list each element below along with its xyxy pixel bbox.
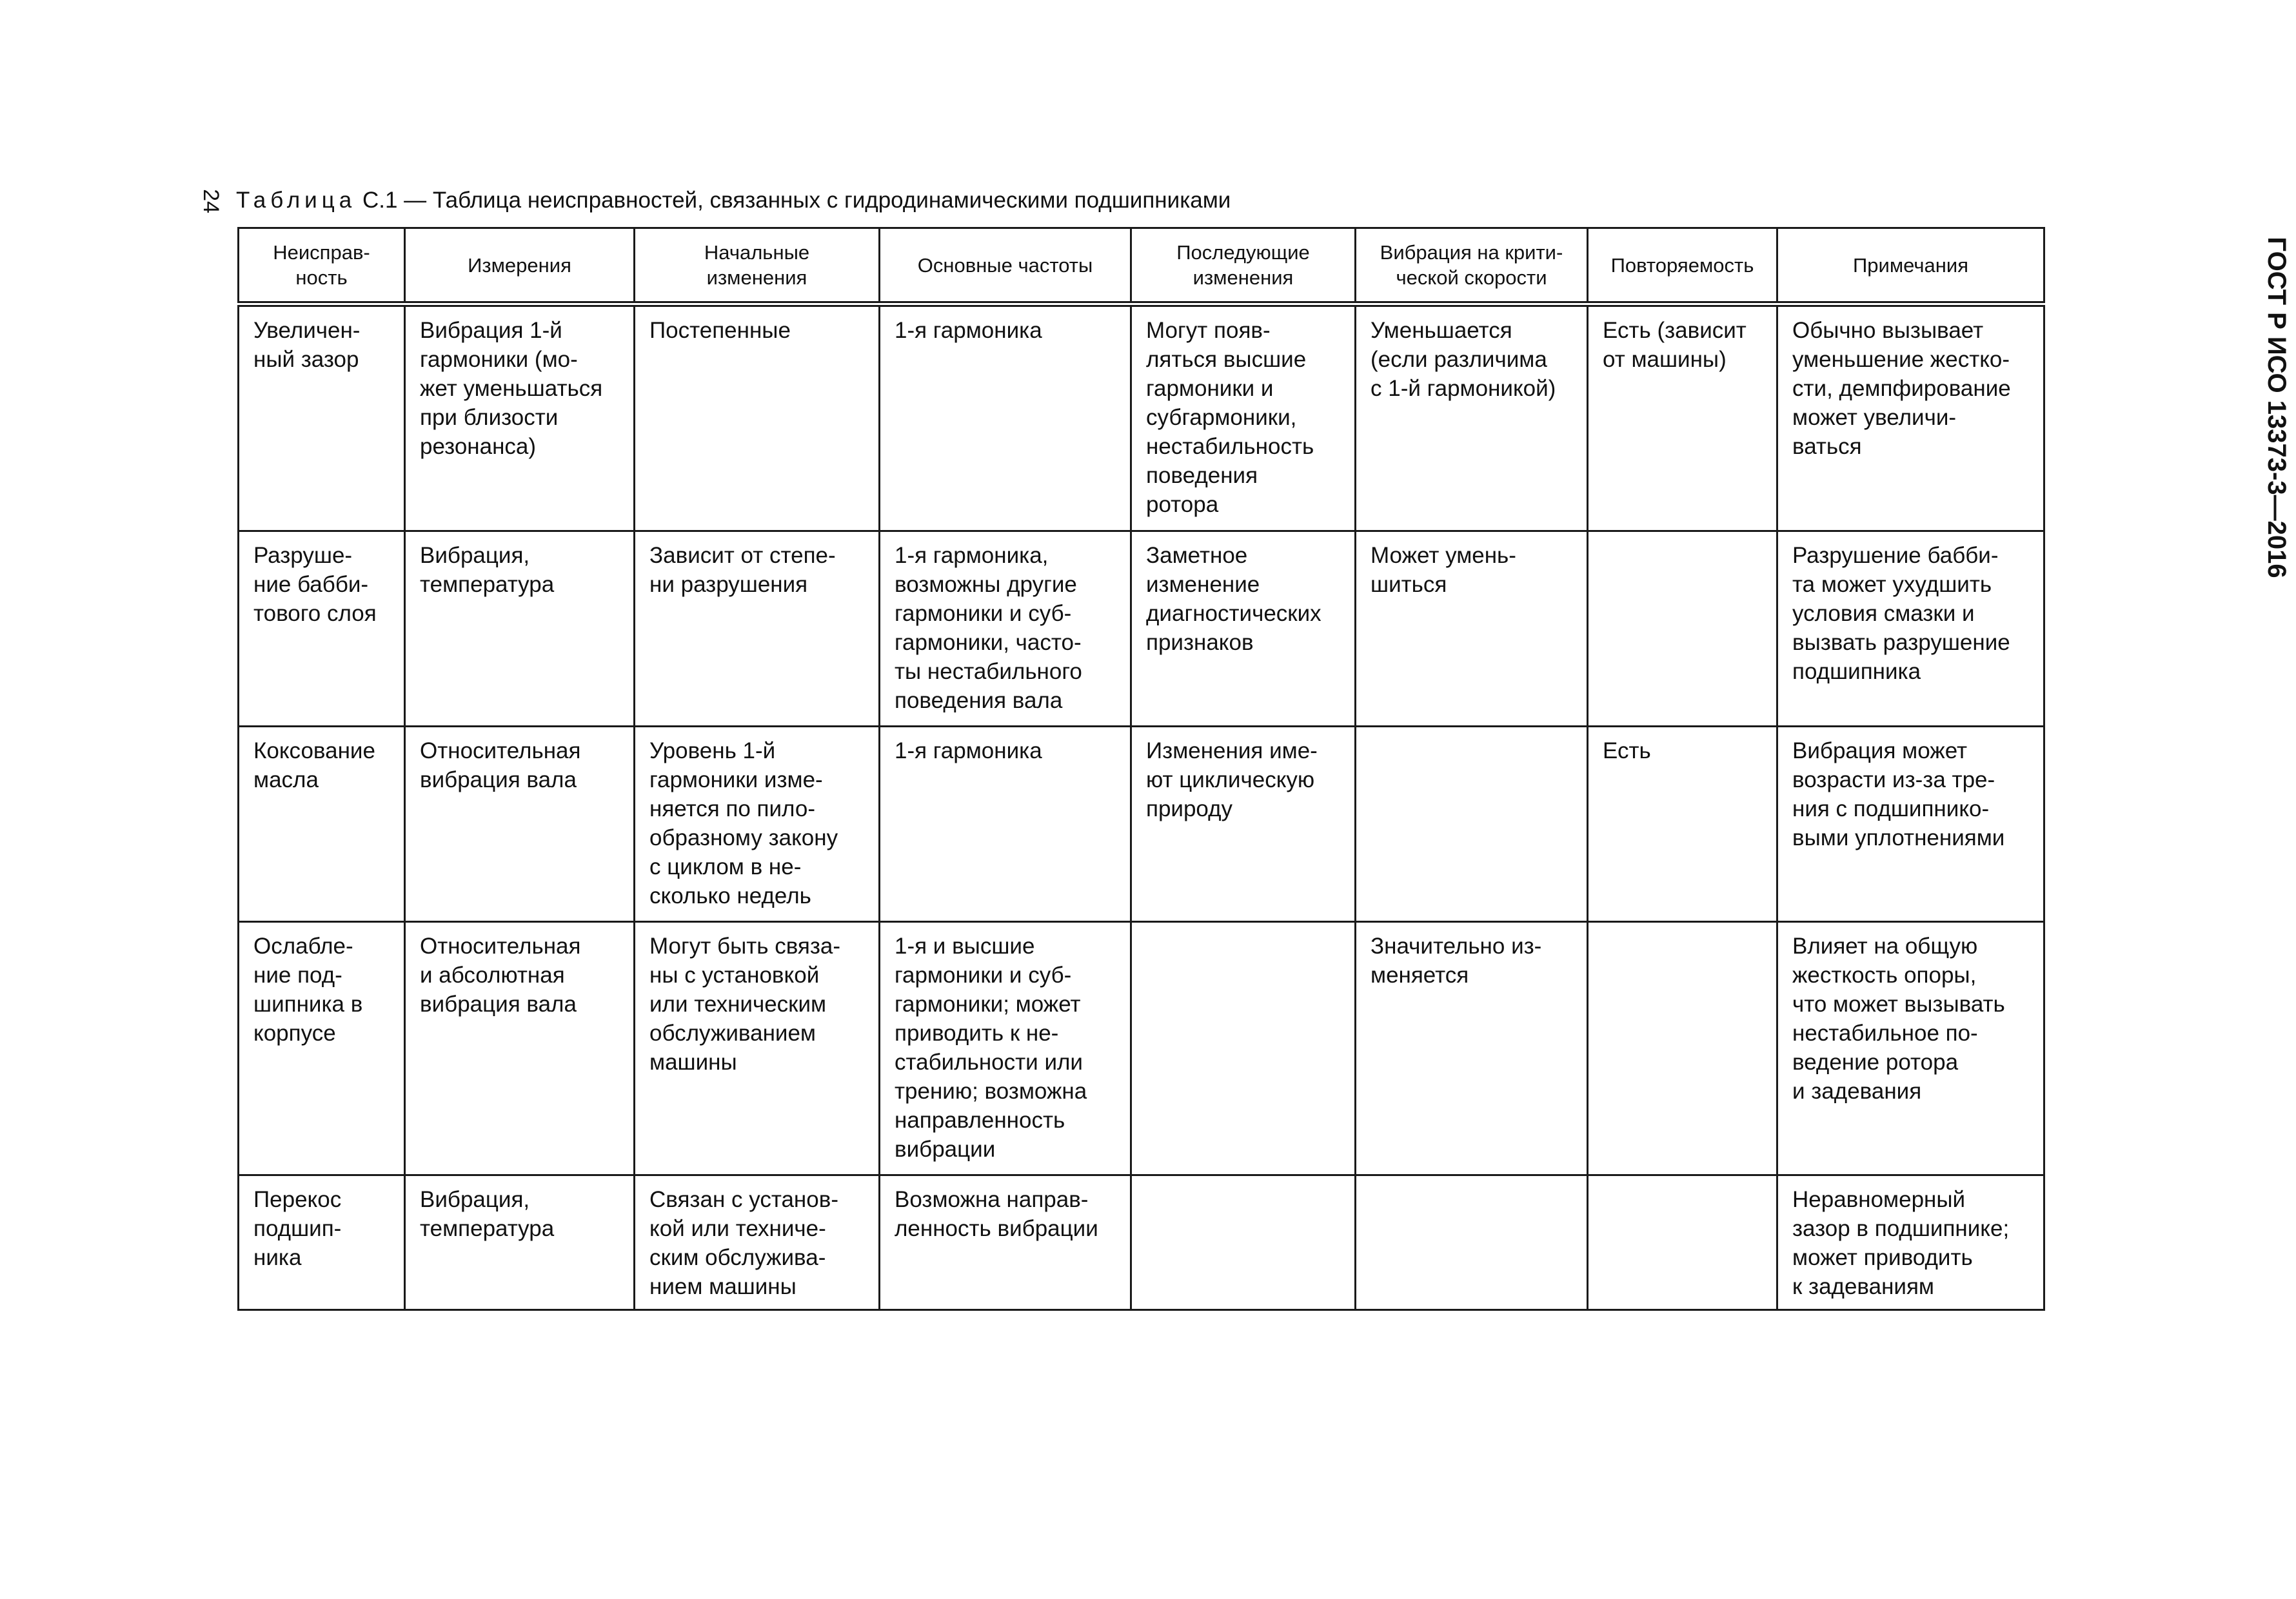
table-cell: Вибрация может возрасти из-за тре- ния с подшипнико- выми уплотнениями [1777, 727, 2044, 922]
page-number: 24 [199, 189, 223, 213]
table-cell: Могут появ- ляться высшие гармоники и субгармоники, нестабильность поведения ротора [1131, 304, 1356, 531]
table-cell: 1-я гармоника [880, 727, 1131, 922]
header-repeatability: Повторяемость [1588, 228, 1777, 304]
table-header-row [239, 228, 2044, 304]
header-subsequent-changes: Последующие изменения [1131, 228, 1356, 304]
table-cell [1131, 1175, 1356, 1310]
header-notes: Примечания [1777, 228, 2044, 304]
table-cell: Уменьшается (если различима с 1-й гармоникой) [1356, 304, 1588, 531]
table-cell: Есть (зависит от машины) [1588, 304, 1777, 531]
header-initial-changes: Начальные изменения [635, 228, 880, 304]
table-cell: Может умень- шиться [1356, 531, 1588, 727]
table-cell: Значительно из- меняется [1356, 922, 1588, 1175]
table-cell [1588, 1175, 1777, 1310]
table-cell: Разрушение бабби- та может ухудшить условия смазки и вызвать разрушение подшипника [1777, 531, 2044, 727]
table-row [239, 1175, 2044, 1310]
table-cell: Вибрация, температура [405, 531, 635, 727]
header-fault: Неисправ- ность [239, 228, 405, 304]
table-cell: Относительная вибрация вала [405, 727, 635, 922]
table-cell: Связан с установ- кой или техниче- ским обслужива- нием машины [635, 1175, 880, 1310]
table-cell: Изменения име- ют циклическую природу [1131, 727, 1356, 922]
table-cell: 1-я и высшие гармоники и суб- гармоники; может приводить к не- стабильности или трению; возможна направленность вибрации [880, 922, 1131, 1175]
table-cell [1588, 531, 1777, 727]
table-cell: Перекос подшип- ника [239, 1175, 405, 1310]
table-cell: Неравномерный зазор в подшипнике; может приводить к задеваниям [1777, 1175, 2044, 1310]
table-cell: Уровень 1-й гармоники изме- няется по пило- образному закону с циклом в не- сколько недель [635, 727, 880, 922]
header-critical-speed-vibration: Вибрация на крити- ческой скорости [1356, 228, 1588, 304]
table-cell: Относительная и абсолютная вибрация вала [405, 922, 635, 1175]
table-cell: Заметное изменение диагностических признаков [1131, 531, 1356, 727]
table-cell: Постепенные [635, 304, 880, 531]
table-cell [1356, 727, 1588, 922]
document-code: ГОСТ Р ИСО 13373-3—2016 [2262, 237, 2291, 578]
table-row [239, 304, 2044, 531]
table-cell: Влияет на общую жесткость опоры, что может вызывать нестабильное по- ведение ротора и задевания [1777, 922, 2044, 1175]
table-row [239, 922, 2044, 1175]
table-caption [236, 184, 1231, 217]
table-row [239, 531, 2044, 727]
table-cell [1131, 922, 1356, 1175]
table-cell: Увеличен- ный зазор [239, 304, 405, 531]
table-cell: 1-я гармоника [880, 304, 1131, 531]
table-cell: Зависит от степе- ни разрушения [635, 531, 880, 727]
table-cell: Возможна направ- ленность вибрации [880, 1175, 1131, 1310]
table-cell: Вибрация, температура [405, 1175, 635, 1310]
table-caption-text: С.1 — Таблица неисправностей, связанных с гидродинамическими подшипниками [356, 188, 1231, 213]
table-cell: Ослабле- ние под- шипника в корпусе [239, 922, 405, 1175]
table-cell: 1-я гармоника, возможны другие гармоники и суб- гармоники, часто- ты нестабильного поведения вала [880, 531, 1131, 727]
table-row [239, 727, 2044, 922]
table-cell: Обычно вызывает уменьшение жестко- сти, демпфирование может увеличи- ваться [1777, 304, 2044, 531]
table-cell: Вибрация 1-й гармоники (мо- жет уменьшаться при близости резонанса) [405, 304, 635, 531]
table-caption-prefix: Таблица [236, 188, 357, 213]
table-cell [1588, 922, 1777, 1175]
table-cell [1356, 1175, 1588, 1310]
header-measurements: Измерения [405, 228, 635, 304]
table-cell: Разруше- ние бабби- тового слоя [239, 531, 405, 727]
table-cell: Могут быть связа- ны с установкой или техническим обслуживанием машины [635, 922, 880, 1175]
faults-table [237, 227, 2045, 1311]
header-main-frequencies: Основные частоты [880, 228, 1131, 304]
table-cell: Есть [1588, 727, 1777, 922]
table-cell: Коксование масла [239, 727, 405, 922]
